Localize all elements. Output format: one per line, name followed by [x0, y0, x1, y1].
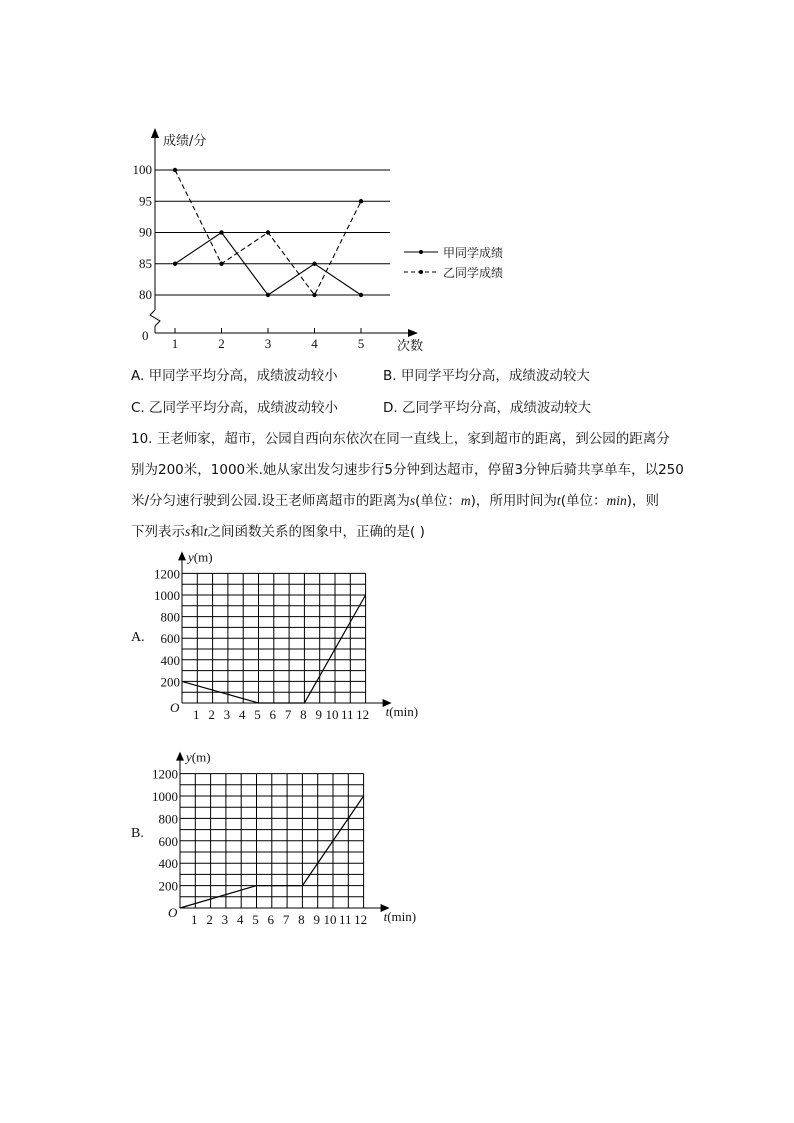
x-tick-label: 5	[357, 336, 365, 351]
x-tick-label: 10	[323, 912, 337, 927]
option-b[interactable]: B. 甲同学平均分高，成绩波动较大	[383, 368, 590, 384]
q10-line-2: 别为200米，1000米.她从家出发匀速步行5分钟到达超市，停留3分钟后骑共享单车，以250	[131, 462, 684, 478]
x-tick-label: 9	[313, 912, 320, 927]
y-tick-label: 1200	[154, 566, 180, 582]
legend-label-yi: 乙同学成绩	[443, 266, 504, 280]
q10-line-1: 10. 王老师家，超市，公园自西向东依次在同一直线上，家到超市的距离，到公园的距离分	[131, 431, 670, 447]
y-tick-label: 90	[139, 224, 152, 240]
data-point	[173, 168, 177, 172]
y-axis-break	[150, 310, 160, 326]
x-tick-label: 4	[236, 912, 244, 927]
x-tick-label: 3	[264, 336, 272, 351]
y-tick-label: 100	[132, 162, 152, 177]
data-point	[359, 293, 363, 297]
option-a[interactable]: A. 甲同学平均分高，成绩波动较小	[131, 368, 338, 384]
x-tick-label: 10	[325, 707, 339, 722]
y-tick-label: 200	[158, 878, 178, 894]
y-tick-label: 800	[158, 811, 178, 827]
y-tick-label: 1200	[152, 766, 178, 782]
x-tick-label: 5	[252, 912, 259, 927]
y-tick-label: 80	[139, 287, 152, 302]
y-axis-label: y(m)	[186, 749, 211, 765]
data-point	[219, 230, 223, 234]
y-axis-label: 成绩/分	[163, 134, 207, 149]
y-tick-label: 95	[139, 193, 152, 209]
x-tick-label: 2	[218, 336, 225, 351]
data-point	[266, 230, 270, 234]
y-tick-label: 800	[160, 609, 180, 625]
y-axis-arrow	[176, 752, 184, 761]
legend	[404, 245, 503, 280]
q10-line-3: 米/分匀速行驶到公园.设王老师离超市的距离为s(单位：m)，所用时间为t(单位：min)，则	[131, 493, 659, 509]
y-axis-arrow	[151, 128, 159, 138]
x-tick-label: 7	[282, 912, 290, 927]
y-axis-arrow	[178, 551, 186, 560]
x-axis-arrow	[408, 329, 418, 337]
y-tick-label: 400	[158, 856, 178, 872]
data-point	[312, 293, 316, 297]
x-tick-label: 8	[300, 707, 307, 722]
data-point	[266, 293, 270, 297]
x-tick-label: 2	[206, 912, 213, 927]
origin-label: 0	[142, 328, 149, 343]
x-tick-label: 2	[208, 707, 215, 722]
y-tick-label: 400	[160, 652, 180, 668]
data-point	[312, 262, 316, 266]
x-tick-label: 1	[193, 707, 200, 722]
x-tick-label: 4	[311, 336, 318, 351]
x-tick-label: 12	[356, 707, 370, 722]
x-axis-label: t(min)	[385, 704, 419, 719]
y-axis-label: y(m)	[188, 549, 213, 565]
x-tick-label: 3	[221, 912, 229, 927]
x-tick-label: 8	[298, 912, 305, 927]
x-tick-label: 9	[315, 707, 322, 722]
choice-a-label[interactable]: A.	[131, 630, 145, 645]
graph-choice-b	[145, 733, 435, 933]
y-tick-label: 1000	[152, 789, 178, 804]
option-d[interactable]: D. 乙同学平均分高，成绩波动较大	[383, 400, 591, 416]
y-tick-label: 600	[160, 631, 180, 647]
data-point	[219, 262, 223, 266]
y-tick-label: 1000	[154, 588, 180, 603]
x-axis-label: 次数	[397, 339, 424, 354]
legend-label-jia: 甲同学成绩	[443, 246, 504, 260]
option-c[interactable]: C. 乙同学平均分高，成绩波动较小	[131, 400, 339, 416]
x-tick-label: 1	[171, 336, 179, 351]
x-tick-label: 7	[284, 707, 292, 722]
score-chart	[120, 120, 540, 360]
y-tick-label: 200	[160, 674, 180, 690]
x-tick-label: 4	[238, 707, 246, 722]
y-tick-label: 600	[158, 833, 178, 849]
x-tick-label: 5	[254, 707, 261, 722]
origin-label: O	[168, 905, 178, 920]
x-axis-label: t(min)	[383, 909, 417, 924]
x-tick-label: 6	[267, 912, 275, 927]
data-point	[359, 199, 363, 203]
x-tick-label: 6	[269, 707, 277, 722]
q10-line-4: 下列表示s和t之间函数关系的图象中，正确的是( )	[131, 524, 425, 540]
x-tick-label: 3	[223, 707, 231, 722]
x-tick-label: 11	[341, 707, 354, 722]
x-tick-label: 11	[339, 912, 352, 927]
x-tick-label: 1	[191, 912, 198, 927]
x-tick-label: 12	[354, 912, 368, 927]
choice-b-label[interactable]: B.	[131, 826, 144, 841]
origin-label: O	[170, 700, 180, 715]
y-tick-label: 85	[139, 255, 152, 271]
data-point	[173, 262, 177, 266]
graph-choice-a	[145, 545, 435, 730]
